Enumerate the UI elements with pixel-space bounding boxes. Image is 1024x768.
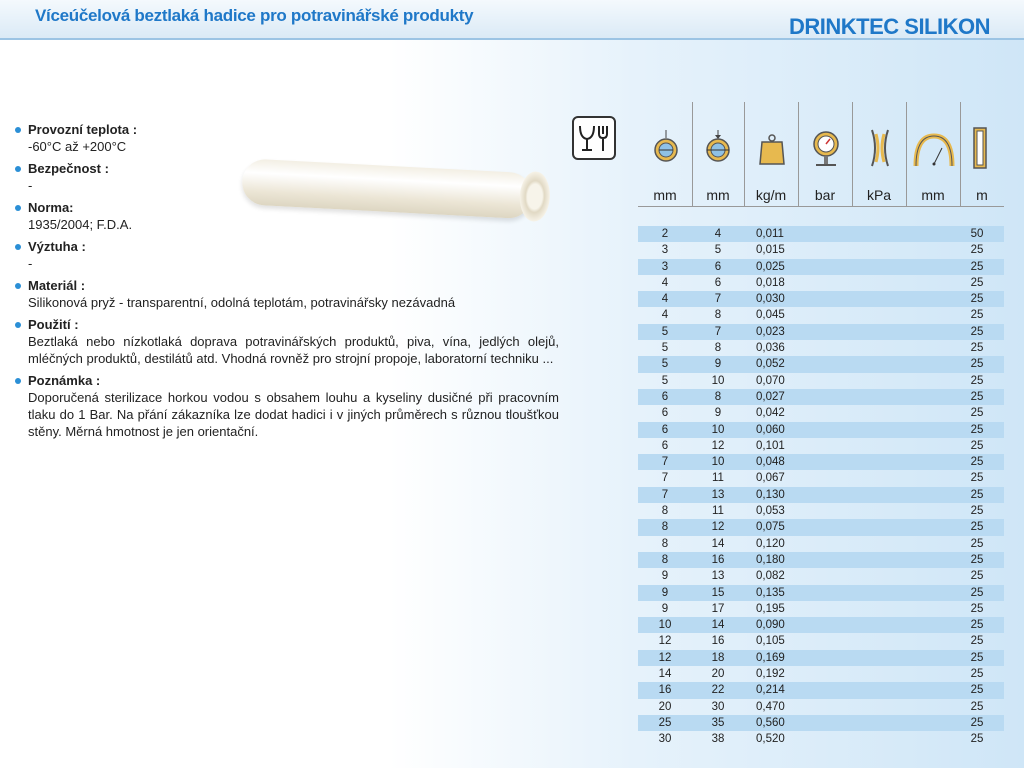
outer-diameter-cell: 15 xyxy=(711,586,725,599)
table-row xyxy=(638,307,1004,323)
table-row xyxy=(638,666,1004,682)
weight-cell: 0,214 xyxy=(756,684,785,697)
weight-cell: 0,169 xyxy=(756,651,785,664)
unit-pressure: bar xyxy=(814,187,836,203)
length-cell: 25 xyxy=(970,553,984,566)
table-row xyxy=(638,405,1004,421)
inner-diameter-cell: 4 xyxy=(661,293,669,306)
inner-diameter-cell: 10 xyxy=(658,619,672,632)
table-row xyxy=(638,422,1004,438)
bullet-icon xyxy=(15,205,21,211)
outer-diameter-cell: 12 xyxy=(711,521,725,534)
table-row xyxy=(638,373,1004,389)
property-temperature xyxy=(14,122,559,155)
table-row xyxy=(638,324,1004,340)
weight-cell: 0,027 xyxy=(756,390,785,403)
length-cell: 25 xyxy=(970,537,984,550)
table-row xyxy=(638,519,1004,535)
inner-diameter-cell: 5 xyxy=(661,325,669,338)
product-name: DRINKTEC SILIKON xyxy=(789,14,990,39)
weight-cell: 0,015 xyxy=(756,244,785,257)
length-cell: 25 xyxy=(970,407,984,420)
length-cell: 25 xyxy=(970,602,984,615)
weight-cell: 0,120 xyxy=(756,537,785,550)
weight-cell: 0,082 xyxy=(756,570,785,583)
inner-diameter-cell: 7 xyxy=(661,472,669,485)
table-row xyxy=(638,275,1004,291)
length-cell: 50 xyxy=(970,228,984,240)
property-value: -60°C až +200°C xyxy=(28,139,127,154)
table-row xyxy=(638,291,1004,307)
property-label: Bezpečnost : xyxy=(28,161,109,176)
outer-diameter-cell: 20 xyxy=(711,668,725,681)
outer-diameter-cell: 11 xyxy=(712,472,724,485)
length-cell: 25 xyxy=(970,570,984,583)
inner-diameter-cell: 6 xyxy=(661,407,669,420)
weight-cell: 0,053 xyxy=(756,505,785,518)
outer-diameter-cell: 16 xyxy=(711,553,725,566)
table-row xyxy=(638,259,1004,275)
length-cell: 25 xyxy=(970,244,984,257)
table-icon-header xyxy=(638,102,1004,184)
bullet-icon xyxy=(15,378,21,384)
outer-diameter-icon xyxy=(692,126,744,172)
property-note xyxy=(14,373,559,440)
bullet-icon xyxy=(15,127,21,133)
length-cell: 25 xyxy=(970,521,984,534)
table-row xyxy=(638,536,1004,552)
weight-cell: 0,520 xyxy=(756,733,785,746)
weight-cell: 0,025 xyxy=(756,260,785,273)
inner-diameter-cell: 8 xyxy=(661,537,669,550)
weight-cell: 0,135 xyxy=(756,586,785,599)
bullet-icon xyxy=(15,244,21,250)
outer-diameter-cell: 12 xyxy=(711,439,725,452)
inner-diameter-cell: 12 xyxy=(658,635,672,648)
length-cell: 25 xyxy=(970,586,984,599)
food-safe-icon xyxy=(572,116,616,160)
inner-diameter-cell: 25 xyxy=(658,716,672,729)
table-row xyxy=(638,340,1004,356)
vacuum-icon xyxy=(854,126,906,172)
length-cell: 25 xyxy=(970,635,984,648)
length-cell: 25 xyxy=(970,684,984,697)
inner-diameter-cell: 9 xyxy=(661,602,669,615)
weight-cell: 0,192 xyxy=(756,668,785,681)
outer-diameter-cell: 9 xyxy=(714,358,722,371)
length-cell: 25 xyxy=(970,309,984,322)
weight-cell: 0,052 xyxy=(756,358,785,371)
inner-diameter-cell: 7 xyxy=(661,488,669,501)
outer-diameter-cell: 16 xyxy=(711,635,725,648)
table-row xyxy=(638,601,1004,617)
bullet-icon xyxy=(15,322,21,328)
weight-cell: 0,045 xyxy=(756,309,785,322)
weight-cell: 0,018 xyxy=(756,276,785,289)
weight-cell: 0,023 xyxy=(756,325,785,338)
inner-diameter-cell: 2 xyxy=(661,228,669,240)
table-row xyxy=(638,650,1004,666)
outer-diameter-cell: 35 xyxy=(711,716,725,729)
inner-diameter-cell: 9 xyxy=(661,586,669,599)
weight-cell: 0,067 xyxy=(756,472,785,485)
page-header xyxy=(0,0,1024,48)
property-value: - xyxy=(28,256,33,271)
hose-body xyxy=(241,158,533,219)
outer-diameter-cell: 8 xyxy=(714,309,722,322)
weight-cell: 0,130 xyxy=(756,488,785,501)
length-cell: 25 xyxy=(970,276,984,289)
length-cell: 25 xyxy=(970,456,984,469)
table-row xyxy=(638,226,1004,242)
inner-diameter-cell: 8 xyxy=(661,505,669,518)
outer-diameter-cell: 17 xyxy=(711,602,725,615)
inner-diameter-cell: 8 xyxy=(661,553,669,566)
table-row xyxy=(638,682,1004,698)
table-row xyxy=(638,699,1004,715)
inner-diameter-cell: 4 xyxy=(661,309,669,322)
units-divider xyxy=(638,206,1004,207)
length-cell: 25 xyxy=(970,342,984,355)
weight-cell: 0,036 xyxy=(756,342,785,355)
table-row xyxy=(638,389,1004,405)
table-row xyxy=(638,585,1004,601)
unit-outer-diameter: mm xyxy=(706,187,730,203)
outer-diameter-cell: 7 xyxy=(714,293,722,306)
table-row xyxy=(638,242,1004,258)
outer-diameter-cell: 4 xyxy=(714,228,722,240)
outer-diameter-cell: 5 xyxy=(714,244,722,257)
inner-diameter-icon xyxy=(640,126,692,172)
length-cell: 25 xyxy=(970,325,984,338)
pressure-gauge-icon xyxy=(800,126,852,172)
outer-diameter-cell: 7 xyxy=(714,325,722,338)
table-row xyxy=(638,715,1004,731)
inner-diameter-cell: 6 xyxy=(661,423,669,436)
inner-diameter-cell: 5 xyxy=(661,358,669,371)
weight-cell: 0,470 xyxy=(756,700,785,713)
length-cell: 25 xyxy=(970,260,984,273)
outer-diameter-cell: 38 xyxy=(711,733,725,746)
length-cell: 25 xyxy=(970,358,984,371)
weight-cell: 0,560 xyxy=(756,716,785,729)
weight-cell: 0,070 xyxy=(756,374,785,387)
length-cell: 25 xyxy=(970,488,984,501)
outer-diameter-cell: 18 xyxy=(711,651,725,664)
property-value: - xyxy=(28,178,33,193)
property-value: 1935/2004; F.D.A. xyxy=(28,217,133,232)
table-row xyxy=(638,438,1004,454)
inner-diameter-cell: 3 xyxy=(661,244,669,257)
outer-diameter-cell: 13 xyxy=(711,570,725,583)
weight-cell: 0,105 xyxy=(756,635,785,648)
property-reinforcement xyxy=(14,239,559,272)
length-cell: 25 xyxy=(970,700,984,713)
table-row xyxy=(638,552,1004,568)
outer-diameter-cell: 30 xyxy=(711,700,725,713)
table-row xyxy=(638,503,1004,519)
length-cell: 25 xyxy=(970,619,984,632)
outer-diameter-cell: 6 xyxy=(714,260,722,273)
weight-icon xyxy=(746,126,798,172)
outer-diameter-cell: 10 xyxy=(711,456,725,469)
inner-diameter-cell: 6 xyxy=(661,439,669,452)
inner-diameter-cell: 12 xyxy=(658,651,672,664)
inner-diameter-cell: 8 xyxy=(661,521,669,534)
outer-diameter-cell: 10 xyxy=(711,423,725,436)
table-row xyxy=(638,454,1004,470)
property-label: Výztuha : xyxy=(28,239,86,254)
inner-diameter-cell: 14 xyxy=(658,668,672,681)
units-row xyxy=(638,184,1004,206)
page-title: Víceúčelová beztlaká hadice pro potravinářské produkty xyxy=(35,6,474,25)
length-cell: 25 xyxy=(970,390,984,403)
table-row xyxy=(638,356,1004,372)
outer-diameter-cell: 14 xyxy=(711,619,725,632)
outer-diameter-cell: 22 xyxy=(711,684,725,697)
property-label: Poznámka : xyxy=(28,373,101,388)
length-cell: 25 xyxy=(970,651,984,664)
length-cell: 25 xyxy=(970,374,984,387)
weight-cell: 0,090 xyxy=(756,619,785,632)
weight-cell: 0,042 xyxy=(756,407,785,420)
property-label: Norma: xyxy=(28,200,74,215)
weight-cell: 0,011 xyxy=(756,228,784,240)
property-usage xyxy=(14,317,559,367)
property-material xyxy=(14,278,559,311)
table-row xyxy=(638,487,1004,503)
hose-end xyxy=(519,171,552,223)
outer-diameter-cell: 6 xyxy=(714,276,722,289)
property-label: Použití : xyxy=(28,317,79,332)
weight-cell: 0,101 xyxy=(756,439,785,452)
length-cell: 25 xyxy=(970,716,984,729)
outer-diameter-cell: 8 xyxy=(714,342,722,355)
outer-diameter-cell: 8 xyxy=(714,390,722,403)
inner-diameter-cell: 6 xyxy=(661,390,669,403)
unit-inner-diameter: mm xyxy=(653,187,677,203)
table-row xyxy=(638,470,1004,486)
inner-diameter-cell: 3 xyxy=(661,260,669,273)
weight-cell: 0,195 xyxy=(756,602,785,615)
table-body xyxy=(638,226,1004,748)
weight-cell: 0,180 xyxy=(756,553,785,566)
weight-cell: 0,030 xyxy=(756,293,785,306)
length-cell: 25 xyxy=(970,505,984,518)
inner-diameter-cell: 20 xyxy=(658,700,672,713)
weight-cell: 0,048 xyxy=(756,456,785,469)
inner-diameter-cell: 30 xyxy=(658,733,672,746)
unit-length: m xyxy=(976,187,988,203)
outer-diameter-cell: 9 xyxy=(714,407,722,420)
length-cell: 25 xyxy=(970,733,984,746)
table-row xyxy=(638,617,1004,633)
length-cell: 25 xyxy=(970,293,984,306)
inner-diameter-cell: 5 xyxy=(661,374,669,387)
bullet-icon xyxy=(15,166,21,172)
length-cell: 25 xyxy=(970,668,984,681)
weight-cell: 0,075 xyxy=(756,521,785,534)
property-value: Doporučená sterilizace horkou vodou s obsahem louhu a kyseliny dusičné při pracovním tlaku do 1 Bar. Na přání zákazníka lze dodat hadici i v jiných průměrech s různou tloušťkou stěny. Měrná hmotnost je jen orientační. xyxy=(28,390,559,439)
inner-diameter-cell: 7 xyxy=(661,456,669,469)
inner-diameter-cell: 4 xyxy=(661,276,669,289)
property-value: Beztlaká nebo nízkotlaká doprava potravinářských produktů, piva, vína, jedlých olejů, mléčných produktů, destilátů atd. Vhodná rovněž pro strojní propoje, laboratorní techniku ... xyxy=(28,334,559,366)
outer-diameter-cell: 11 xyxy=(712,505,724,518)
table-row xyxy=(638,731,1004,747)
outer-diameter-cell: 13 xyxy=(711,488,725,501)
unit-vacuum: kPa xyxy=(866,187,892,203)
outer-diameter-cell: 10 xyxy=(711,374,725,387)
property-label: Provozní teplota : xyxy=(28,122,138,137)
length-icon xyxy=(956,126,1008,172)
inner-diameter-cell: 9 xyxy=(661,570,669,583)
length-cell: 25 xyxy=(970,472,984,485)
weight-cell: 0,060 xyxy=(756,423,785,436)
bend-radius-icon xyxy=(908,126,960,172)
property-label: Materiál : xyxy=(28,278,86,293)
unit-bend-radius: mm xyxy=(921,187,945,203)
outer-diameter-cell: 14 xyxy=(711,537,725,550)
length-cell: 25 xyxy=(970,423,984,436)
inner-diameter-cell: 16 xyxy=(658,684,672,697)
unit-weight: kg/m xyxy=(755,187,787,203)
table-row xyxy=(638,568,1004,584)
length-cell: 25 xyxy=(970,439,984,452)
property-value: Silikonová pryž - transparentní, odolná teplotám, potravinářsky nezávadná xyxy=(28,295,456,310)
table-row xyxy=(638,633,1004,649)
inner-diameter-cell: 5 xyxy=(661,342,669,355)
bullet-icon xyxy=(15,283,21,289)
